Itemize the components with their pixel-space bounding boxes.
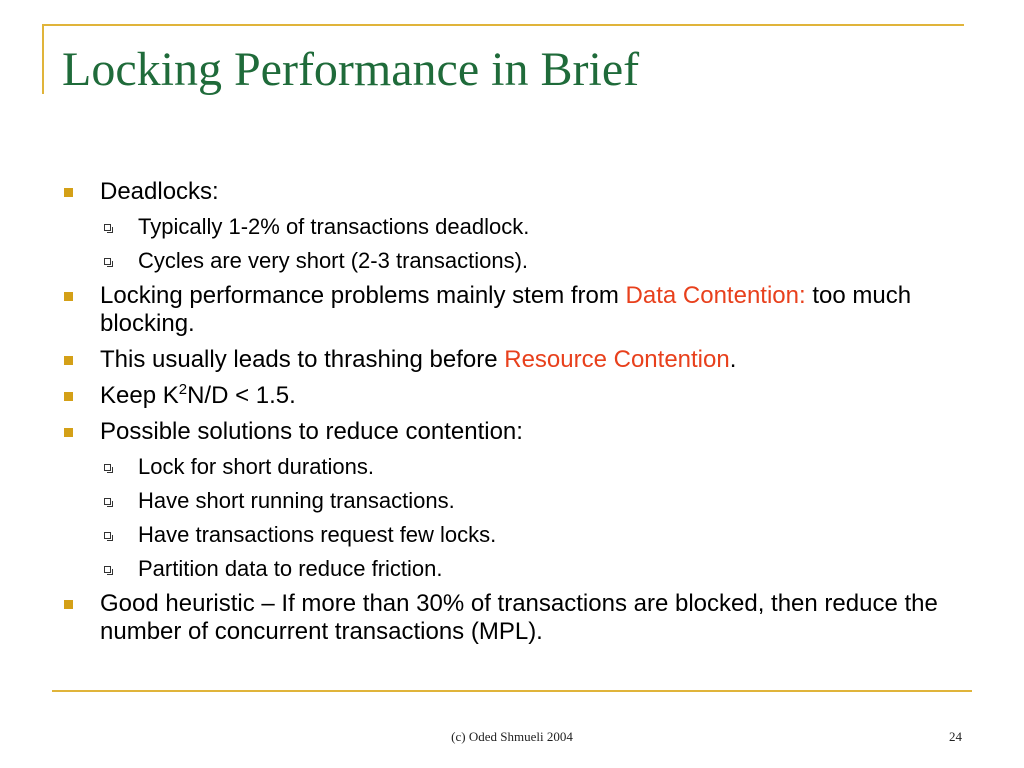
bullet-list xyxy=(62,178,962,646)
formula-superscript: 2 xyxy=(178,381,188,398)
box-bullet-icon xyxy=(104,532,111,539)
sub-bullet-few-locks xyxy=(62,522,962,548)
box-bullet-icon xyxy=(104,498,111,505)
bullet-text: This usually leads to thrashing before xyxy=(100,346,505,373)
bullet-text: Locking performance problems mainly stem from xyxy=(100,282,626,309)
box-bullet-icon xyxy=(104,566,111,573)
page-number: 24 xyxy=(949,729,962,744)
square-bullet-icon xyxy=(64,392,73,401)
sub-bullet-short-transactions xyxy=(62,488,962,514)
square-bullet-icon xyxy=(64,356,73,365)
sub-bullet-deadlock-rate xyxy=(62,214,962,240)
footer-copyright: (c) Oded Shmueli 2004 xyxy=(451,729,573,744)
bottom-accent-rule xyxy=(52,690,972,692)
bullet-data-contention xyxy=(62,282,962,338)
square-bullet-icon xyxy=(64,428,73,437)
sub-bullet-text: Have short running transactions. xyxy=(138,488,455,513)
slide-title: Locking Performance in Brief xyxy=(62,43,640,96)
square-bullet-icon xyxy=(64,600,73,609)
box-bullet-icon xyxy=(104,464,111,471)
highlight-text: Resource Contention xyxy=(504,346,730,373)
bullet-solutions xyxy=(62,418,962,446)
bullet-text: Possible solutions to reduce contention: xyxy=(100,418,523,445)
bullet-thrashing xyxy=(62,346,962,374)
bullet-text: too much blocking. xyxy=(100,282,912,337)
sub-bullet-short-lock xyxy=(62,454,962,480)
bullet-formula xyxy=(62,382,962,410)
square-bullet-icon xyxy=(64,292,73,301)
box-bullet-icon xyxy=(104,258,111,265)
top-accent-rule xyxy=(42,24,964,26)
sub-bullet-text: Typically 1-2% of transactions deadlock. xyxy=(138,214,530,239)
formula-text: Keep K xyxy=(100,382,179,409)
sub-bullet-cycle-length xyxy=(62,248,962,274)
box-bullet-icon xyxy=(104,224,111,231)
sub-bullet-text: Partition data to reduce friction. xyxy=(138,556,443,581)
bullet-text: . xyxy=(729,346,737,373)
left-accent-rule xyxy=(42,24,44,94)
formula-text: N/D < 1.5. xyxy=(187,382,296,409)
bullet-text: Deadlocks: xyxy=(100,178,219,205)
sub-bullet-text: Have transactions request few locks. xyxy=(138,522,497,547)
sub-bullet-text: Lock for short durations. xyxy=(138,454,375,479)
square-bullet-icon xyxy=(64,188,73,197)
sub-bullet-text: Cycles are very short (2-3 transactions). xyxy=(138,248,529,273)
bullet-deadlocks xyxy=(62,178,962,206)
sub-bullet-partition-data xyxy=(62,556,962,582)
bullet-text: Good heuristic – If more than 30% of transactions are blocked, then reduce the number of concurrent transactions (MPL). xyxy=(100,590,938,645)
bullet-heuristic xyxy=(62,590,962,646)
highlight-text: Data Contention: xyxy=(625,282,806,309)
